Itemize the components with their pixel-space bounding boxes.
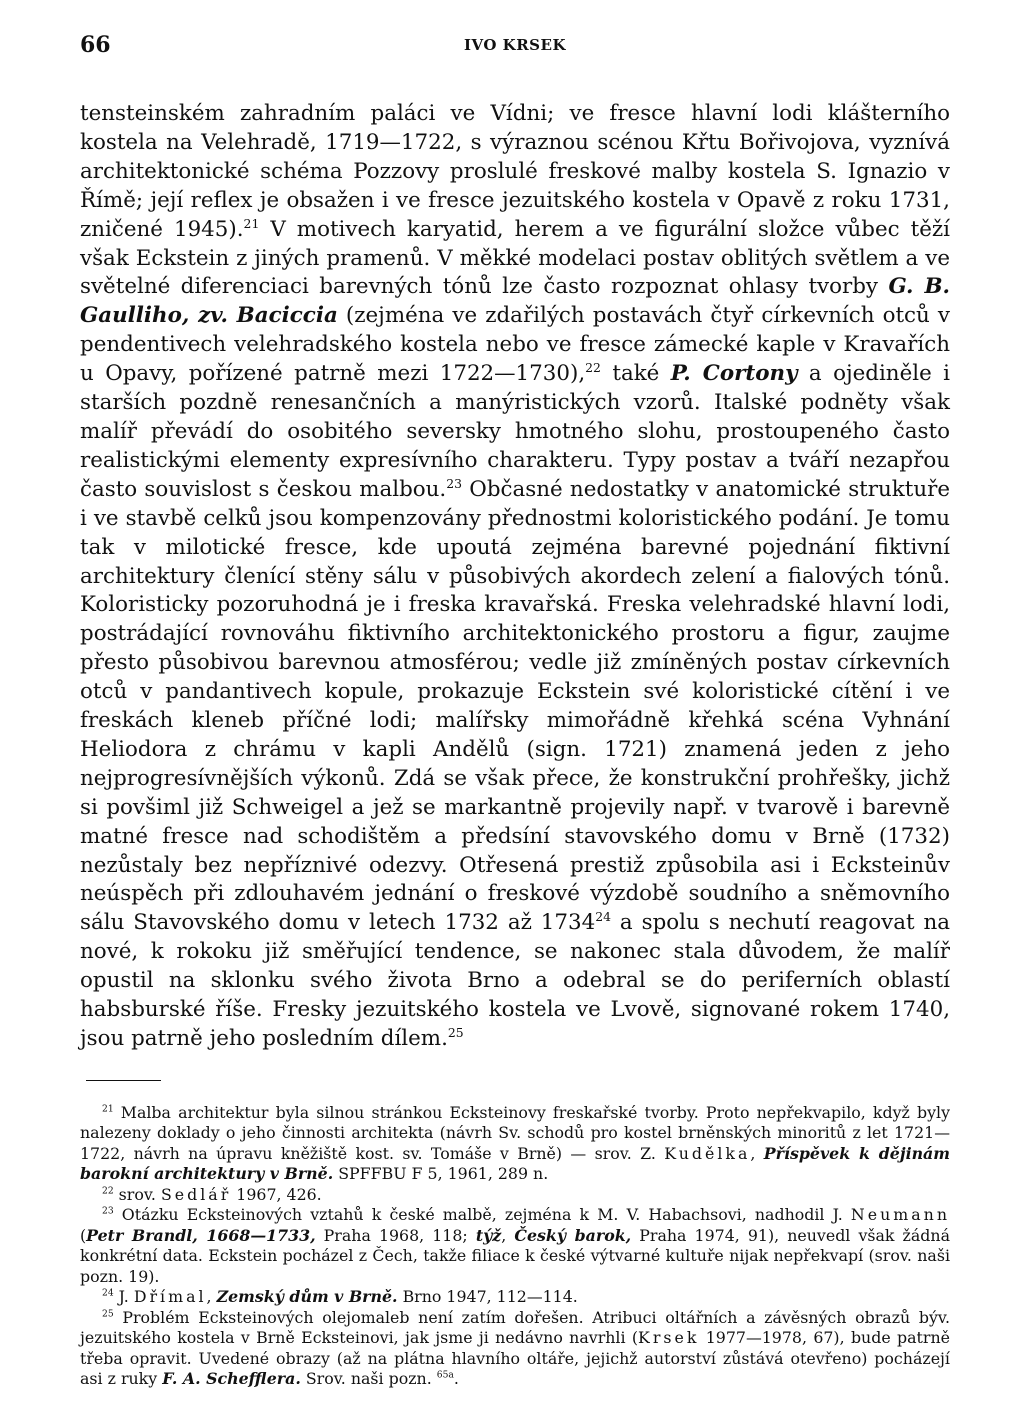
work-title: Zemský dům v Brně. xyxy=(216,1287,398,1307)
footnote-21 xyxy=(80,1103,950,1185)
footnote-text: ( xyxy=(80,1225,87,1245)
footnote-ref-22[interactable]: 22 xyxy=(585,360,601,376)
body-text-1: tensteinském zahradním paláci ve Vídni; ve fresce hlavní lodi klášterního kostela na Velehradě, 1719—1722, s výraznou scénou Křtu Bořivojova, vyznívá architektonické schéma Pozzovy proslulé freskové malby kostela S. Ignazio v Římě; její reflex je obsažen i ve fresce jezuitského kostela v Opavě z roku 1731, zničené 1945). xyxy=(80,101,950,242)
page-header xyxy=(80,32,950,72)
footnote-number: 24 xyxy=(102,1288,114,1300)
author-name: Neumann xyxy=(850,1205,950,1225)
author-name: Dřímal xyxy=(133,1287,207,1307)
footnote-ref-25[interactable]: 25 xyxy=(447,1024,464,1040)
body-text-6: Občasné nedostatky v anatomické struktuře i ve stavbě celků jsou kompenzovány přednostmi koloristického podání. Je tomu tak v milotické fresce, kde upoutá zejména barevné pojednání fiktivní architektury členící stěny sálu v působivých akordech zelení a fialových tónů. Koloristicky pozoruhodná je i freska kravařská. Freska velehradské hlavní lodi, postrádající rovnováhu fiktivního architektonického prostoru a figur, zaujme přesto působivou barevnou atmosférou; vedle již zmíněných postav církevních otců v pandantivech kopule, prokazuje Eckstein své koloristické cítění i ve freskách kleneb příčné lodi; malířsky mimořádně křehká scéna Vyhnání Heliodora z chrámu v kapli Andělů (sign. 1721) znamená jeden z jeho nejprogresívnějších výkonů. Zdá se však přece, že konstrukční prohřešky, jichž si povšiml již Schweigel a jež se markantně projevily např. v tvarově i barevně matné fresce nad schodištěm a předsíní stavovského domu v Brně (1732) nezůstaly bez nepříznivé odezvy. Otřesená prestiž způsobila asi i Ecksteinův neúspěch při zdlouhavém jednání o freskové výzdobě soudního a sněmovního sálu Stavovského domu v letech 1732 až 1734 xyxy=(80,476,950,936)
footnote-text: , xyxy=(206,1287,217,1307)
footnote-number: 22 xyxy=(102,1185,114,1197)
footnote-25 xyxy=(80,1308,950,1390)
body-text-2: V motivech karyatid, herem a ve figurální složce vůbec těží však Eckstein z jiných pramenů. V měkké modelaci postav oblitých světlem a ve světelné diferenciaci barevných tónů lze často rozpoznat ohlasy tvorby xyxy=(80,216,951,300)
work-title: Petr Brandl, 1668—1733, xyxy=(86,1225,316,1245)
footnote-text: . xyxy=(453,1369,459,1389)
page xyxy=(80,32,950,1390)
work-title: Český barok, xyxy=(514,1225,632,1245)
author-name: Sedlář xyxy=(160,1184,232,1204)
footnote-divider xyxy=(86,1080,161,1081)
body-text-7: a spolu s nechutí reagovat na nové, k rokoku již směřující tendence, se nakonec stala důvodem, že malíř opustil na sklonku svého života Brno a odebral se do periferních oblastí habsburské říše. Fresky jezuitského kostela ve Lvově, signované rokem 1740, jsou patrně jeho posledním dílem. xyxy=(80,910,950,1051)
footnote-text: Praha 1974, 91), neuvedl však žádná konkrétní data. Eckstein pocházel z Čech, takže filiace k české výtvarné kultuře nijak nepřekvapí (srov. naši pozn. 19). xyxy=(80,1225,950,1286)
footnote-ref-23[interactable]: 23 xyxy=(446,475,463,491)
footnote-text: , xyxy=(750,1143,764,1163)
name-cortona: P. Cortony xyxy=(670,361,798,387)
work-title: Příspěvek k dějinám barokní architektury v Brně. xyxy=(80,1143,951,1184)
page-number: 66 xyxy=(80,32,111,58)
footnote-text: Brno 1947, 112—114. xyxy=(397,1287,578,1307)
footnote-cross-ref: 65a xyxy=(436,1370,454,1382)
footnote-text: 1977—1978, 67), bude patrně třeba opravit. Uvedené obrazy (až na plátna hlavního oltáře, jejichž autorství zůstává otevřeno) pocházejí asi z ruky xyxy=(80,1328,950,1389)
footnote-ref-21[interactable]: 21 xyxy=(243,215,260,231)
footnote-text: J. xyxy=(113,1287,134,1307)
footnote-24 xyxy=(80,1287,950,1308)
footnote-22 xyxy=(80,1185,950,1206)
footnote-text: Srov. naši pozn. xyxy=(300,1369,437,1389)
author-name: Krsek xyxy=(638,1328,700,1348)
footnote-ref-24[interactable]: 24 xyxy=(595,909,612,925)
author-name: Kudělka xyxy=(664,1143,751,1163)
body-paragraph xyxy=(80,100,950,1054)
footnote-text: srov. xyxy=(113,1184,161,1204)
body-text-4: také xyxy=(600,361,671,387)
body-text-5: a ojediněle i starších pozdně renesančních a manýristických vzorů. Italské podněty však malíř převádí do osobitého seversky hmotného slohu, prostoupeného často realistickými elementy expresívního charakteru. Typy postav a tváří nezapřou často souvislost s českou malbou. xyxy=(80,361,950,502)
footnote-text: Otázku Ecksteinových vztahů k české malbě, zejména k M. V. Habachsovi, nadhodil J. xyxy=(113,1205,851,1225)
footnote-text: Problém Ecksteinových olejomaleb není zatím dořešen. Atribuci oltářních a závěsných obrazů býv. jezuitského kostela v Brně Ecksteinovi, jak jsme ji nedávno navrhli ( xyxy=(80,1307,950,1348)
footnote-number: 25 xyxy=(102,1308,114,1320)
footnote-number: 21 xyxy=(102,1103,114,1115)
footnote-23 xyxy=(80,1205,950,1287)
footnote-text: , xyxy=(501,1225,515,1245)
footnotes xyxy=(80,1103,950,1390)
person-name: F. A. Schefflera. xyxy=(162,1369,301,1389)
footnote-text: Malba architektur byla silnou stránkou Ecksteinovy freskařské tvorby. Proto nepřekvapilo, když byly nalezeny doklady o jeho činnosti architekta (návrh Sv. schodů pro kostel brněnských minoritů z let 1721—1722, návrh na úpravu kněžiště kost. sv. Tomáše v Brně) — srov. Z. xyxy=(80,1102,950,1163)
footnote-number: 23 xyxy=(102,1206,114,1218)
footnote-text: 1967, 426. xyxy=(231,1184,322,1204)
running-head: IVO KRSEK xyxy=(464,36,566,54)
name-gaulli: G. B. Gaulliho, zv. Baciccia xyxy=(80,274,950,329)
body-text-3: (zejména ve zdařilých postavách čtyř církevních otců v pendentivech velehradského kostela nebo ve fresce zámecké kaple v Kravařích u Opavy, pořízené patrně mezi 1722—1730), xyxy=(80,303,950,387)
footnote-text: Praha 1968, 118; xyxy=(315,1225,476,1245)
footnote-text: SPFFBU F 5, 1961, 289 n. xyxy=(333,1164,549,1184)
ibid-marker: týž xyxy=(475,1225,502,1245)
